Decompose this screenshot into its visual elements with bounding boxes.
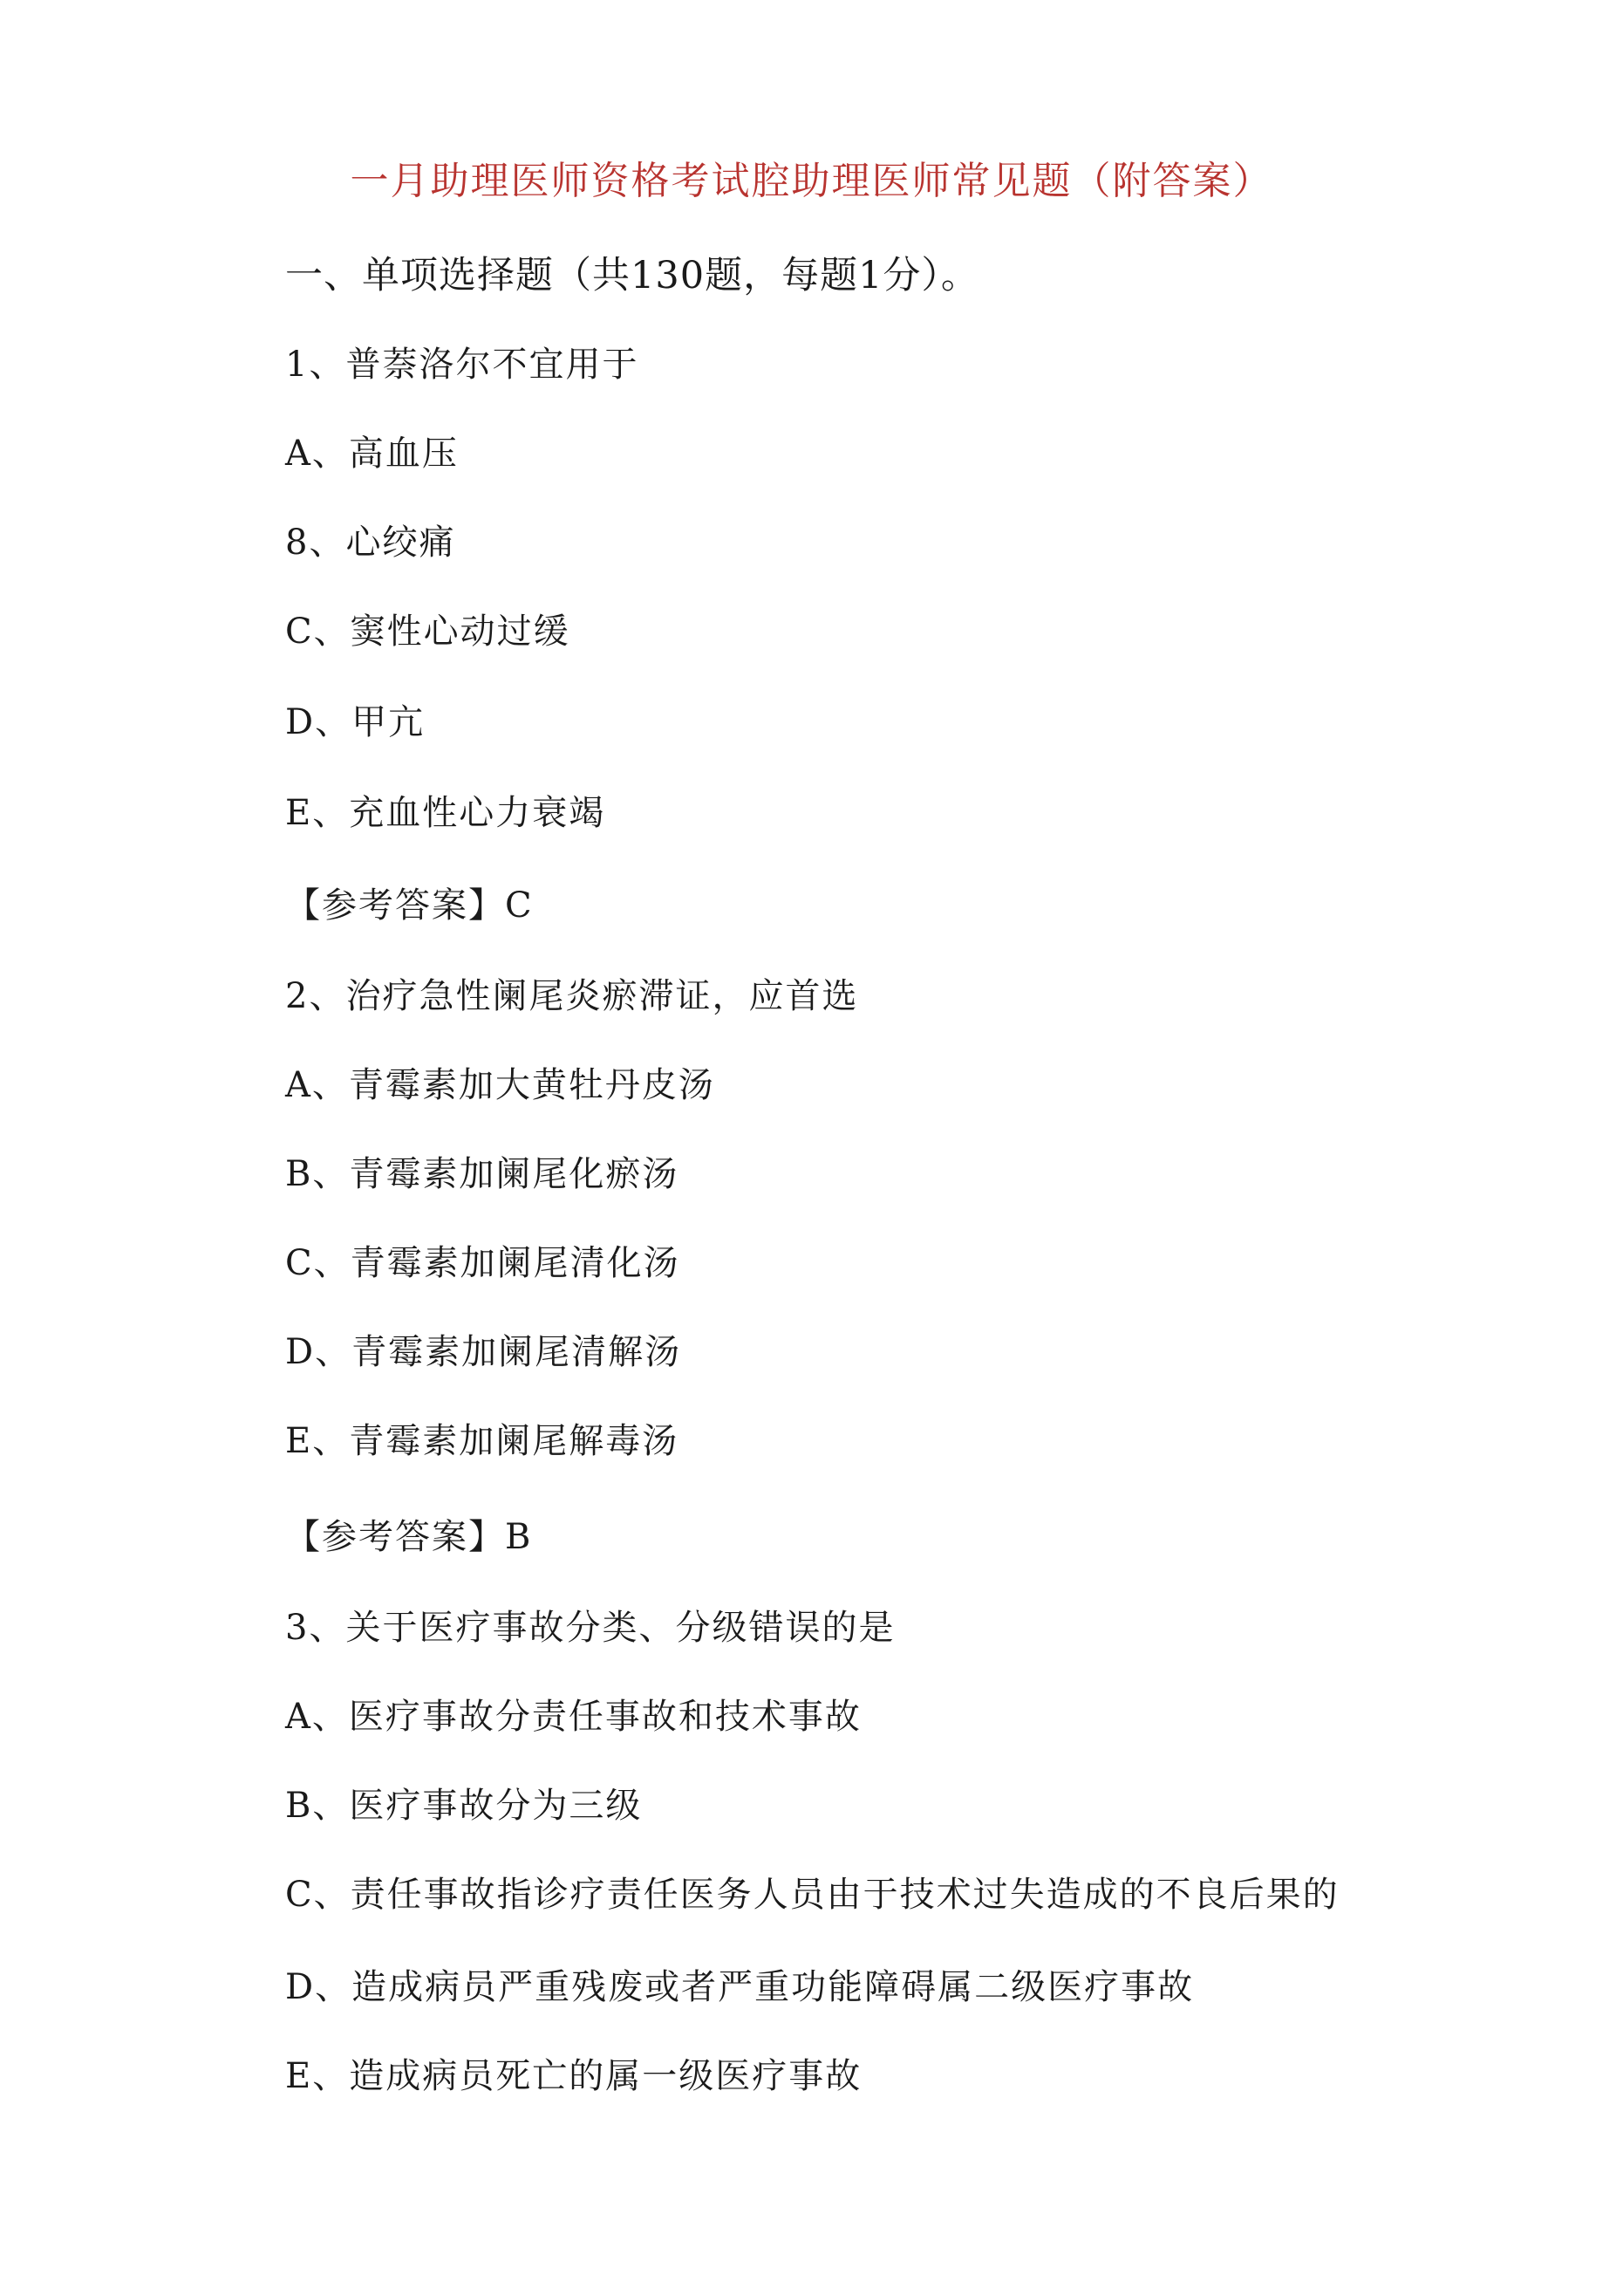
question-2-answer: 【参考答案】B [285,1517,533,1557]
question-1-option-d: D、甲亢 [285,702,426,742]
question-2-option-b: B、青霉素加阑尾化瘀汤 [285,1154,679,1194]
question-1-answer: 【参考答案】C [285,885,534,926]
question-3-option-c: C、责任事故指诊疗责任医务人员由于技术过失造成的不良后果的 [285,1875,1340,1915]
question-2-option-c: C、青霉素加阑尾清化汤 [285,1243,680,1283]
question-3-option-b: B、医疗事故分为三级 [285,1786,643,1826]
question-3-option-e: E、造成病员死亡的属一级医疗事故 [285,2056,863,2096]
question-2-stem: 2、治疗急性阑尾炎瘀滞证，应首选 [285,976,859,1016]
question-2-option-a: A、青霉素加大黄牡丹皮汤 [285,1065,715,1105]
question-3-stem: 3、关于医疗事故分类、分级错误的是 [285,1608,896,1648]
question-3-option-a: A、医疗事故分责任事故和技术事故 [285,1697,862,1737]
question-2-option-e: E、青霉素加阑尾解毒汤 [285,1421,679,1461]
question-1-stem: 1、普萘洛尔不宜用于 [285,345,639,385]
document-title: 一月助理医师资格考试腔助理医师常见题（附答案） [350,159,1273,203]
question-1-option-a: A、高血压 [285,434,459,474]
question-1-option-c: C、窦性心动过缓 [285,612,570,652]
question-2-option-d: D、青霉素加阑尾清解汤 [285,1332,682,1372]
question-1-option-b: 8、心绞痛 [285,523,456,563]
question-3-option-d: D、造成病员严重残废或者严重功能障碍属二级医疗事故 [285,1967,1195,2007]
section-heading: 一、单项选择题（共130题，每题1分）。 [285,254,979,297]
question-1-option-e: E、充血性心力衰竭 [285,793,606,833]
